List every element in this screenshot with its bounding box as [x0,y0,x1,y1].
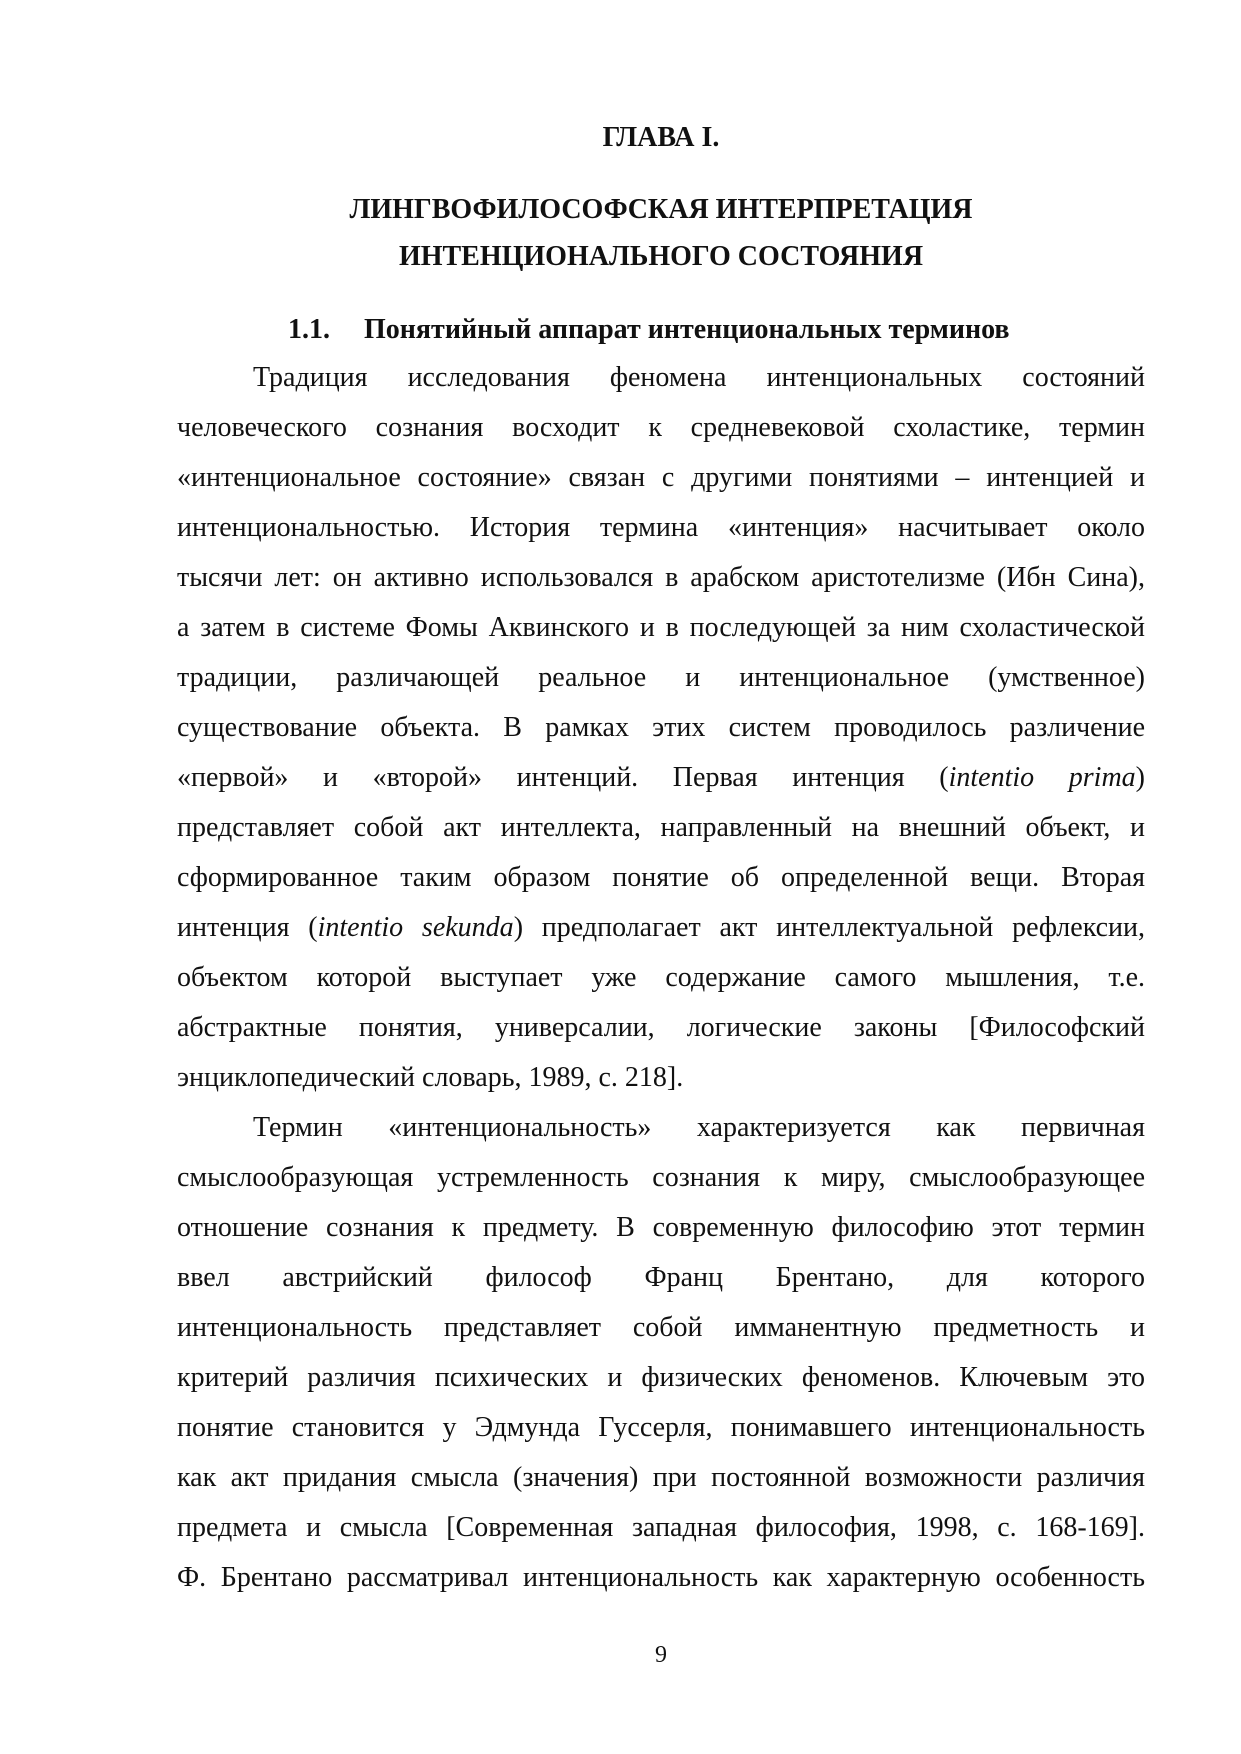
chapter-title [0,186,1241,280]
section-heading [288,310,1010,350]
text-line [177,1053,1145,1103]
text-line [177,1303,1145,1353]
text-segment: ) предполагает акт интеллектуальной рефлексии, [513,912,1145,943]
text-segment: Ф. Брентано рассматривал интенциональность как характерную особенность [177,1562,1145,1593]
text-segment: «интенциональное состояние» связан с другими понятиями – интенцией и [177,462,1145,493]
text-segment: ) [1135,762,1145,793]
text-segment: отношение сознания к предмету. В современную философию этот термин [177,1212,1145,1243]
text-line [177,803,1145,853]
text-segment: абстрактные понятия, универсалии, логические законы [Философский [177,1012,1145,1043]
text-line [177,403,1145,453]
italic-term: intentio prima [948,762,1136,793]
text-segment: смыслообразующая устремленность сознания к миру, смыслообразующее [177,1162,1145,1193]
text-segment: предмета и смысла [Современная западная философия, 1998, с. 168-169]. [177,1512,1145,1543]
page-number: 9 [655,1642,667,1668]
chapter-title-line-1: ЛИНГВОФИЛОСОФСКАЯ ИНТЕРПРЕТАЦИЯ [349,194,973,225]
text-segment: интенция ( [177,912,318,943]
text-line [177,703,1145,753]
text-segment: «первой» и «второй» интенций. Первая интенция ( [177,762,949,793]
text-segment: тысячи лет: он активно использовался в арабском аристотелизме (Ибн Сина), [177,562,1145,593]
text-line [177,1203,1145,1253]
section-number: 1.1. [288,314,330,345]
text-segment: критерий различия психических и физических феноменов. Ключевым это [177,1362,1145,1393]
text-line [177,653,1145,703]
section-title: Понятийный аппарат интенциональных терминов [364,314,1010,345]
text-segment: ввел австрийский философ Франц Брентано, для которого [177,1262,1145,1293]
text-line [177,1253,1145,1303]
text-segment: а затем в системе Фомы Аквинского и в последующей за ним схоластической [177,612,1145,643]
text-line [177,1453,1145,1503]
text-line [177,1153,1145,1203]
text-line [177,1353,1145,1403]
text-line [177,1103,1145,1153]
text-segment: традиции, различающей реальное и интенциональное (умственное) [177,662,1145,693]
text-segment: Традиция исследования феномена интенциональных состояний [253,362,1145,393]
text-line [177,1553,1145,1603]
text-line [177,353,1145,403]
text-line [177,953,1145,1003]
italic-term: intentio sekunda [317,912,514,943]
text-line [177,553,1145,603]
chapter-title-line-2: ИНТЕНЦИОНАЛЬНОГО СОСТОЯНИЯ [398,241,924,272]
text-line [177,603,1145,653]
text-line [177,1003,1145,1053]
text-line [177,503,1145,553]
text-segment: понятие становится у Эдмунда Гуссерля, понимавшего интенциональность [177,1412,1145,1443]
text-line [177,903,1145,953]
text-segment: энциклопедический словарь, 1989, с. 218]. [177,1062,684,1093]
text-segment: существование объекта. В рамках этих систем проводилось различение [177,712,1145,743]
text-segment: как акт придания смысла (значения) при постоянной возможности различия [177,1462,1145,1493]
text-line [177,453,1145,503]
body-text [177,353,1145,1603]
text-segment: человеческого сознания восходит к средневековой схоластике, термин [177,412,1145,443]
text-line [177,753,1145,803]
text-segment: интенциональностью. История термина «интенция» насчитывает около [177,512,1145,543]
text-segment: сформированное таким образом понятие об определенной вещи. Вторая [177,862,1145,893]
text-segment: Термин «интенциональность» характеризуется как первичная [253,1112,1145,1143]
chapter-heading: ГЛАВА I. [602,122,720,153]
text-segment: представляет собой акт интеллекта, направленный на внешний объект, и [177,812,1145,843]
text-segment: интенциональность представляет собой имманентную предметность и [177,1312,1145,1343]
text-line [177,1403,1145,1453]
text-line [177,1503,1145,1553]
text-segment: объектом которой выступает уже содержание самого мышления, т.е. [177,962,1145,993]
text-line [177,853,1145,903]
